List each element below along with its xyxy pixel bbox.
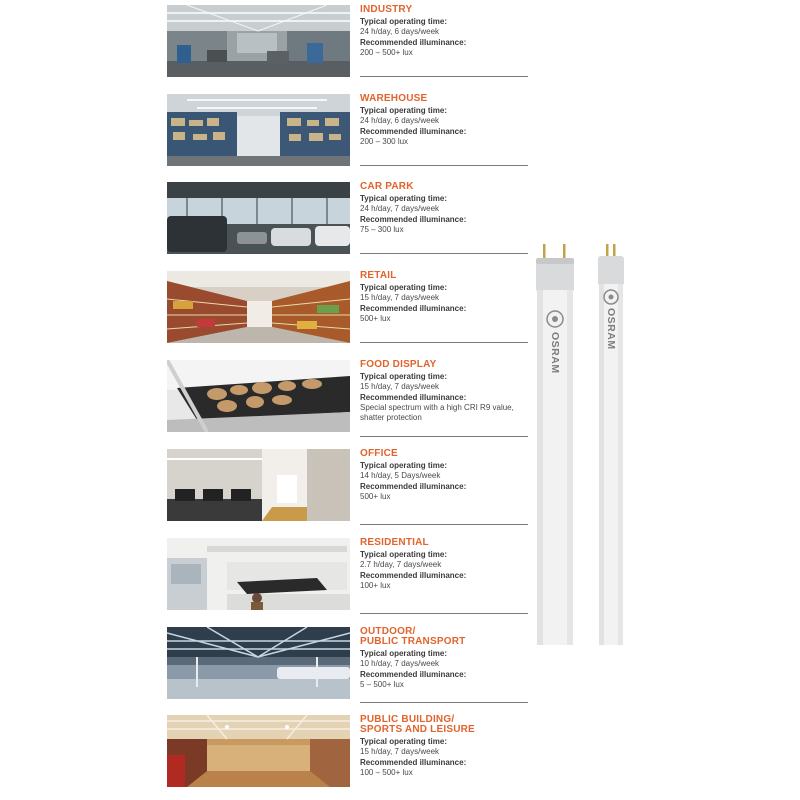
illuminance-value: 100+ lux: [360, 581, 391, 590]
operating-time-label: Typical operating time:: [360, 17, 447, 26]
application-title: OFFICE: [360, 448, 398, 459]
row-divider: [360, 524, 528, 525]
row-divider: [360, 253, 528, 254]
application-food-display: [167, 360, 528, 432]
sports-hall-photo: [167, 715, 350, 787]
led-tubes-image: [530, 240, 640, 645]
operating-time-value: 14 h/day, 5 Days/week: [360, 471, 441, 480]
application-retail: [167, 271, 528, 343]
warehouse-info: [360, 94, 528, 147]
application-car-park: [167, 182, 528, 254]
operating-time-value: 24 h/day, 7 days/week: [360, 204, 440, 213]
illuminance-label: Recommended illuminance:: [360, 215, 467, 224]
application-title: RETAIL: [360, 270, 397, 281]
application-title: OUTDOOR/ PUBLIC TRANSPORT: [360, 626, 466, 647]
tube-pin: [606, 244, 609, 258]
residential-photo: [167, 538, 350, 610]
application-title: PUBLIC BUILDING/ SPORTS AND LEISURE: [360, 714, 475, 735]
application-title: RESIDENTIAL: [360, 537, 429, 548]
row-divider: [360, 702, 528, 703]
application-office: [167, 449, 528, 521]
car-park-info: [360, 182, 528, 235]
illuminance-value: 500+ lux: [360, 492, 391, 501]
office-info: [360, 449, 528, 502]
illuminance-value: 100 – 500+ lux: [360, 768, 413, 777]
tube-end-cap: [598, 256, 624, 286]
tube-pin: [563, 244, 566, 260]
illuminance-label: Recommended illuminance:: [360, 758, 467, 767]
application-residential: [167, 538, 528, 610]
illuminance-value: 5 – 500+ lux: [360, 680, 404, 689]
operating-time-value: 10 h/day, 7 days/week: [360, 659, 440, 668]
public-transport-info: [360, 627, 528, 690]
operating-time-label: Typical operating time:: [360, 372, 447, 381]
brand-label-right: OSRAM: [605, 308, 617, 350]
public-transport-photo: [167, 627, 350, 699]
illuminance-label: Recommended illuminance:: [360, 482, 467, 491]
operating-time-value: 15 h/day, 7 days/week: [360, 747, 440, 756]
office-photo: [167, 449, 350, 521]
illuminance-value: 500+ lux: [360, 314, 391, 323]
application-warehouse: [167, 94, 528, 166]
application-outdoor-public-transport: [167, 627, 528, 699]
retail-photo: [167, 271, 350, 343]
operating-time-label: Typical operating time:: [360, 649, 447, 658]
application-title: CAR PARK: [360, 181, 414, 192]
illuminance-label: Recommended illuminance:: [360, 304, 467, 313]
application-title: WAREHOUSE: [360, 93, 428, 104]
operating-time-value: 2.7 h/day, 7 days/week: [360, 560, 442, 569]
operating-time-value: 15 h/day, 7 days/week: [360, 382, 440, 391]
row-divider: [360, 165, 528, 166]
row-divider: [360, 436, 528, 437]
food-display-info: [360, 360, 528, 423]
operating-time-value: 24 h/day, 6 days/week: [360, 27, 440, 36]
car-park-photo: [167, 182, 350, 254]
application-industry: [167, 5, 528, 77]
residential-info: [360, 538, 528, 591]
tube-pin: [613, 244, 616, 258]
illuminance-label: Recommended illuminance:: [360, 127, 467, 136]
retail-info: [360, 271, 528, 324]
operating-time-value: 24 h/day, 6 days/week: [360, 116, 440, 125]
illuminance-label: Recommended illuminance:: [360, 571, 467, 580]
row-divider: [360, 76, 528, 77]
operating-time-label: Typical operating time:: [360, 737, 447, 746]
application-title: INDUSTRY: [360, 4, 413, 15]
illuminance-label: Recommended illuminance:: [360, 393, 467, 402]
application-public-building-sports: [167, 715, 528, 787]
brand-label-left: OSRAM: [549, 332, 561, 374]
row-divider: [360, 613, 528, 614]
public-building-info: [360, 715, 528, 778]
operating-time-label: Typical operating time:: [360, 106, 447, 115]
operating-time-value: 15 h/day, 7 days/week: [360, 293, 440, 302]
application-title: FOOD DISPLAY: [360, 359, 437, 370]
industry-info: [360, 5, 528, 58]
operating-time-label: Typical operating time:: [360, 194, 447, 203]
tube-pin: [543, 244, 546, 260]
illuminance-label: Recommended illuminance:: [360, 670, 467, 679]
illuminance-value: 200 – 500+ lux: [360, 48, 413, 57]
industry-photo: [167, 5, 350, 77]
operating-time-label: Typical operating time:: [360, 550, 447, 559]
operating-time-label: Typical operating time:: [360, 283, 447, 292]
illuminance-value: 200 – 300 lux: [360, 137, 409, 146]
illuminance-value: 75 – 300 lux: [360, 225, 404, 234]
warehouse-photo: [167, 94, 350, 166]
row-divider: [360, 342, 528, 343]
operating-time-label: Typical operating time:: [360, 461, 447, 470]
illuminance-label: Recommended illuminance:: [360, 38, 467, 47]
food-display-photo: [167, 360, 350, 432]
illuminance-value: Special spectrum with a high CRI R9 value, shatter protection: [360, 403, 514, 422]
